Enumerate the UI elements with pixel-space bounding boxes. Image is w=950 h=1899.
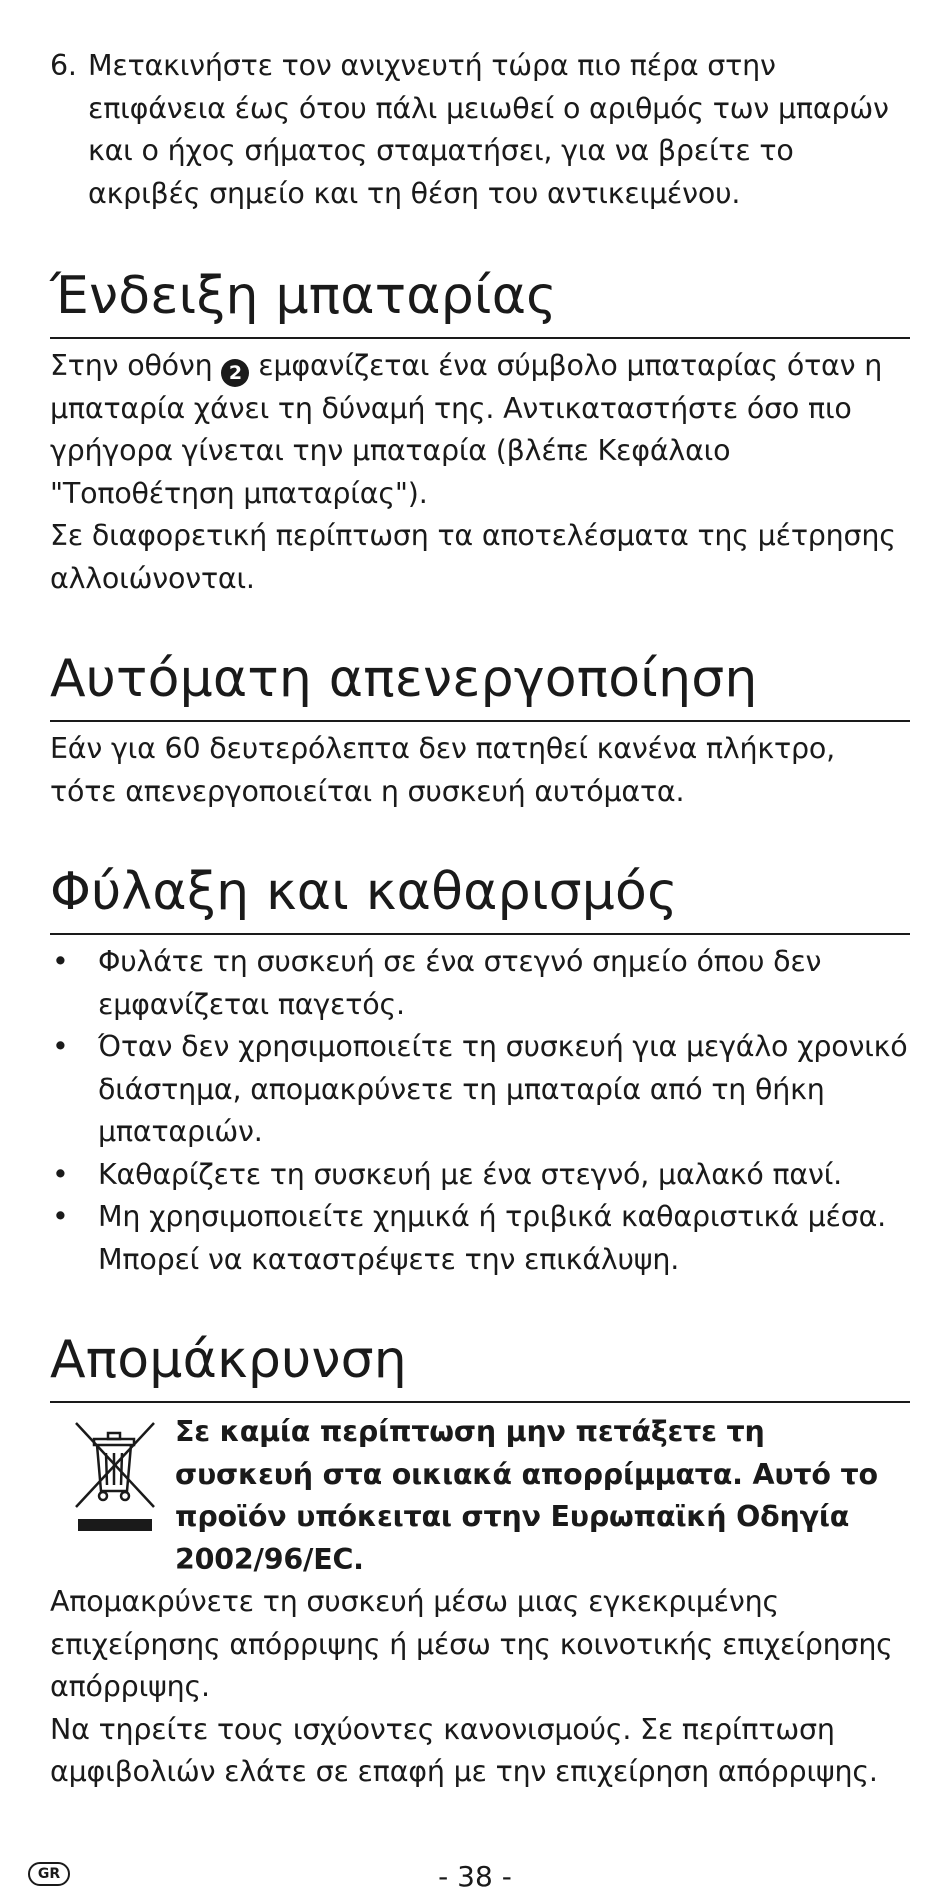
auto-off-paragraph: Εάν για 60 δευτερόλεπτα δεν πατηθεί κανένα πλήκτρο, τότε απενεργοποιείται η συσκευή αυτόματα. [50, 732, 835, 808]
battery-heading: Ένδειξη μπαταρίας [50, 265, 910, 339]
battery-section [50, 265, 910, 600]
list-item [50, 941, 910, 1026]
crossed-bin-icon [70, 1417, 160, 1535]
list-item-text: Φυλάτε τη συσκευή σε ένα στεγνό σημείο όπου δεν εμφανίζεται παγετός. [98, 945, 822, 1021]
disposal-notice [50, 1411, 910, 1581]
disposal-paragraph-2: Να τηρείτε τους ισχύοντες κανονισμούς. Σε περίπτωση αμφιβολιών ελάτε σε επαφή με την επιχείρηση απόρριψης. [50, 1712, 878, 1788]
auto-off-section [50, 648, 910, 813]
battery-paragraph-2: Σε διαφορετική περίπτωση τα αποτελέσματα της μέτρησης αλλοιώνονται. [50, 519, 896, 595]
page-number: - 38 - [438, 1860, 512, 1893]
disposal-heading: Απομάκρυνση [50, 1329, 910, 1403]
country-badge: GR [28, 1862, 70, 1886]
list-item [50, 1154, 910, 1197]
storage-list [50, 941, 910, 1281]
list-item-text: Μη χρησιμοποιείτε χημικά ή τριβικά καθαριστικά μέσα. Μπορεί να καταστρέψετε την επικάλυψη. [98, 1200, 887, 1276]
list-item-text: Καθαρίζετε τη συσκευή με ένα στεγνό, μαλακό πανί. [98, 1157, 843, 1191]
bullet: • [52, 1200, 69, 1233]
disposal-section [50, 1329, 910, 1794]
step-text: Μετακινήστε τον ανιχνευτή τώρα πιο πέρα στην επιφάνεια έως ότου πάλι μειωθεί ο αριθμός των μπαρών και ο ήχος σήματος σταματήσει, για να βρείτε το ακριβές σημείο και τη θέση του αντικειμένου. [88, 49, 889, 210]
disposal-warning: Σε καμία περίπτωση μην πετάξετε τη συσκευή στα οικιακά απορρίμματα. Αυτό το προϊόν υπόκειται στην Ευρωπαϊκή Οδηγία 2002/96/EC. [175, 1415, 878, 1576]
storage-heading: Φύλαξη και καθαρισμός [50, 861, 910, 935]
page-footer [0, 1860, 950, 1893]
battery-paragraph [50, 345, 910, 515]
battery-text-before: Στην οθόνη [50, 349, 213, 382]
bullet: • [52, 1157, 69, 1191]
bullet: • [52, 945, 69, 978]
storage-section [50, 861, 910, 1281]
battery-text-after: εμφανίζεται ένα σύμβολο μπαταρίας όταν η μπαταρία χάνει τη δύναμή της. Αντικαταστήστε όσο πιο γρήγορα γίνεται την μπαταρία (βλέπε Κεφάλαιο "Τοποθέτηση μπαταρίας"). [50, 349, 883, 510]
list-item-text: Όταν δεν χρησιμοποιείτε τη συσκευή για μεγάλο χρονικό διάστημα, απομακρύνετε τη μπαταρία από τη θήκη μπαταριών. [98, 1030, 908, 1148]
list-item [50, 1026, 910, 1154]
reference-number-badge: 2 [221, 359, 249, 387]
list-item [50, 1196, 910, 1281]
bullet: • [52, 1030, 69, 1063]
page-content [50, 45, 910, 1794]
disposal-paragraph-1: Απομακρύνετε τη συσκευή μέσω μιας εγκεκριμένης επιχείρησης απόρριψης ή μέσω της κοινοτικής επιχείρησης απόρριψης. [50, 1585, 893, 1703]
step-6 [50, 45, 910, 215]
step-number: 6. [50, 49, 77, 82]
auto-off-heading: Αυτόματη απενεργοποίηση [50, 648, 910, 722]
